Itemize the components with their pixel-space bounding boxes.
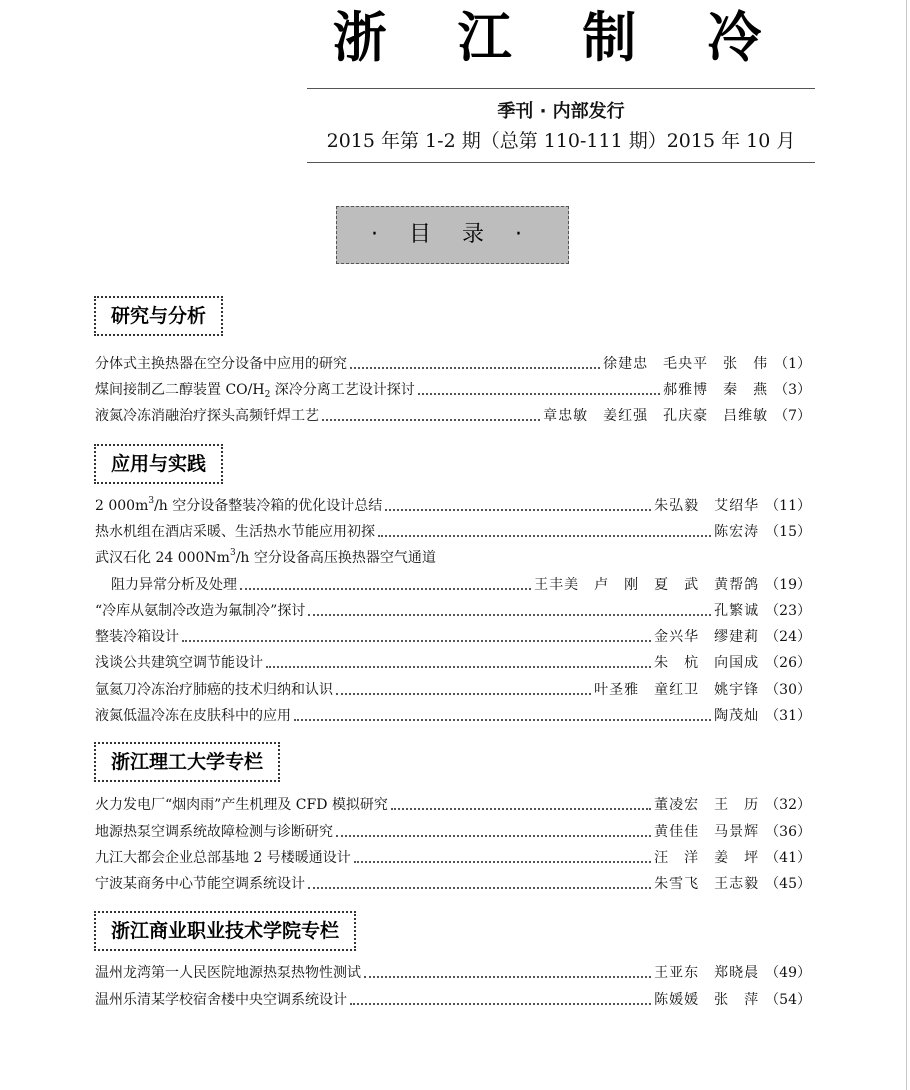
dot-leader xyxy=(308,886,651,889)
entry-title: 宁波某商务中心节能空调系统设计 xyxy=(95,876,305,892)
entry-authors: 董凌宏 王 历 xyxy=(654,797,760,813)
entry-page: （24） xyxy=(765,629,811,645)
dot-leader xyxy=(418,392,660,395)
dot-leader xyxy=(354,860,651,863)
entry-title: 分体式主换热器在空分设备中应用的研究 xyxy=(95,356,347,372)
title-text-cont: /h 空分设备整装冷箱的优化设计总结 xyxy=(154,498,383,514)
entry-authors: 郝雅博 秦 燕 xyxy=(663,382,769,398)
entry-authors: 王亚东 郑晓晨 xyxy=(654,965,760,981)
dot-leader xyxy=(308,613,711,616)
toc-banner: · 目 录 · xyxy=(336,206,569,264)
entry-authors: 黄佳佳 马景辉 xyxy=(654,824,760,840)
toc-entry[interactable] xyxy=(95,678,811,700)
entry-title: 阻力异常分析及处理 xyxy=(111,577,237,593)
entry-title: 九江大都会企业总部基地 2 号楼暖通设计 xyxy=(95,850,351,866)
section-heading-research: 研究与分析 xyxy=(94,296,223,336)
entry-page: （36） xyxy=(765,824,811,840)
entry-title: 火力发电厂“烟肉雨”产生机理及 CFD 模拟研究 xyxy=(95,797,388,813)
entry-page: （49） xyxy=(765,965,811,981)
entry-page: （54） xyxy=(765,992,811,1008)
dot-leader xyxy=(336,692,591,695)
entry-authors: 王丰美 卢 刚 夏 武 黄帮鸽 xyxy=(534,577,760,593)
toc-entry[interactable] xyxy=(95,988,811,1010)
entry-page: （11） xyxy=(765,498,811,514)
entry-authors: 朱弘毅 艾绍华 xyxy=(654,498,760,514)
entry-authors: 徐建忠 毛央平 张 伟 xyxy=(603,356,769,372)
entry-page: （1） xyxy=(774,356,811,372)
entry-page: （31） xyxy=(765,708,811,724)
title-subscript: 2 xyxy=(264,390,271,400)
entry-title: 氩氦刀冷冻治疗肺癌的技术归纳和认识 xyxy=(95,682,333,698)
toc-entry[interactable] xyxy=(95,599,811,621)
entry-page: （45） xyxy=(765,876,811,892)
section-heading-zstu-column: 浙江理工大学专栏 xyxy=(94,742,280,782)
toc-entry-first-line[interactable] xyxy=(95,546,811,568)
title-text: 武汉石化 24 000Nm xyxy=(95,550,230,566)
toc-entry[interactable] xyxy=(95,352,811,374)
journal-title: 浙 江 制 冷 xyxy=(332,6,788,69)
entry-authors: 孔繁诚 xyxy=(714,603,760,619)
entry-authors: 陶茂灿 xyxy=(714,708,760,724)
masthead-rule-bottom xyxy=(307,162,815,163)
dot-leader xyxy=(385,508,651,511)
toc-entry[interactable] xyxy=(95,378,811,400)
entry-title: “冷库从氨制冷改造为氟制冷”探讨 xyxy=(95,603,306,619)
title-text-cont: 深冷分离工艺设计探讨 xyxy=(270,382,415,398)
title-superscript: 3 xyxy=(229,548,236,558)
toc-entry[interactable] xyxy=(95,961,811,983)
entry-authors: 朱雪飞 王志毅 xyxy=(654,876,760,892)
entry-title xyxy=(95,380,415,400)
dot-leader xyxy=(350,1002,651,1005)
toc-entry[interactable] xyxy=(95,820,811,842)
entry-page: （23） xyxy=(765,603,811,619)
entry-page: （7） xyxy=(774,408,811,424)
title-text: 2 000m xyxy=(95,498,149,514)
journal-subtitle: 季刊 · 内部发行 xyxy=(497,101,625,122)
issue-line: 2015 年第 1-2 期（总第 110-111 期）2015 年 10 月 xyxy=(326,130,796,152)
dot-leader xyxy=(378,534,711,537)
entry-authors: 章忠敏 姜红强 孔庆豪 吕维敏 xyxy=(543,408,769,424)
entry-authors: 朱 杭 向国成 xyxy=(654,655,760,671)
entry-title: 地源热泵空调系统故障检测与诊断研究 xyxy=(95,824,333,840)
entry-authors: 陈媛媛 张 萍 xyxy=(654,992,760,1008)
dot-leader xyxy=(240,587,531,590)
entry-page: （26） xyxy=(765,655,811,671)
section-heading-practice: 应用与实践 xyxy=(94,444,223,484)
entry-title: 液氮冷冻消融治疗探头高频钎焊工艺 xyxy=(95,408,319,424)
entry-title: 整装冷箱设计 xyxy=(95,629,179,645)
entry-page: （19） xyxy=(765,577,811,593)
toc-entry[interactable] xyxy=(95,625,811,647)
entry-authors: 汪 洋 姜 坪 xyxy=(654,850,760,866)
entry-authors: 叶圣雅 童红卫 姚宇锋 xyxy=(594,682,760,698)
entry-title: 液氮低温冷冻在皮肤科中的应用 xyxy=(95,708,291,724)
toc-entry[interactable] xyxy=(95,872,811,894)
entry-title: 温州乐清某学校宿舍楼中央空调系统设计 xyxy=(95,992,347,1008)
toc-entry[interactable] xyxy=(95,494,811,516)
entry-title xyxy=(95,496,382,516)
entry-title: 浅谈公共建筑空调节能设计 xyxy=(95,655,263,671)
toc-entry[interactable] xyxy=(95,404,811,426)
toc-entry[interactable] xyxy=(95,651,811,673)
entry-page: （32） xyxy=(765,797,811,813)
dot-leader xyxy=(350,366,600,369)
entry-title: 热水机组在酒店采暖、生活热水节能应用初探 xyxy=(95,524,375,540)
toc-entry[interactable] xyxy=(95,704,811,726)
toc-entry[interactable] xyxy=(95,520,811,542)
entry-page: （3） xyxy=(774,382,811,398)
dot-leader xyxy=(182,639,651,642)
masthead-rule-top xyxy=(307,88,815,89)
dot-leader xyxy=(364,975,651,978)
entry-page: （41） xyxy=(765,850,811,866)
entry-title xyxy=(95,548,436,568)
title-superscript: 3 xyxy=(148,496,155,506)
entry-title: 温州龙湾第一人民医院地源热泵热物性测试 xyxy=(95,965,361,981)
entry-page: （15） xyxy=(765,524,811,540)
section-heading-zjbc-column: 浙江商业职业技术学院专栏 xyxy=(94,911,356,951)
entry-authors: 陈宏涛 xyxy=(714,524,760,540)
toc-entry-continuation[interactable] xyxy=(111,573,811,595)
dot-leader xyxy=(336,834,651,837)
dot-leader xyxy=(266,665,651,668)
dot-leader xyxy=(294,718,711,721)
entry-authors: 金兴华 缪建莉 xyxy=(654,629,760,645)
toc-entry[interactable] xyxy=(95,846,811,868)
entry-page: （30） xyxy=(765,682,811,698)
dot-leader xyxy=(391,807,651,810)
page-edge xyxy=(906,0,907,1090)
title-text-cont: /h 空分设备高压换热器空气通道 xyxy=(235,550,436,566)
title-text: 煤间接制乙二醇装置 CO/H xyxy=(95,382,265,398)
toc-entry[interactable] xyxy=(95,793,811,815)
dot-leader xyxy=(322,418,540,421)
